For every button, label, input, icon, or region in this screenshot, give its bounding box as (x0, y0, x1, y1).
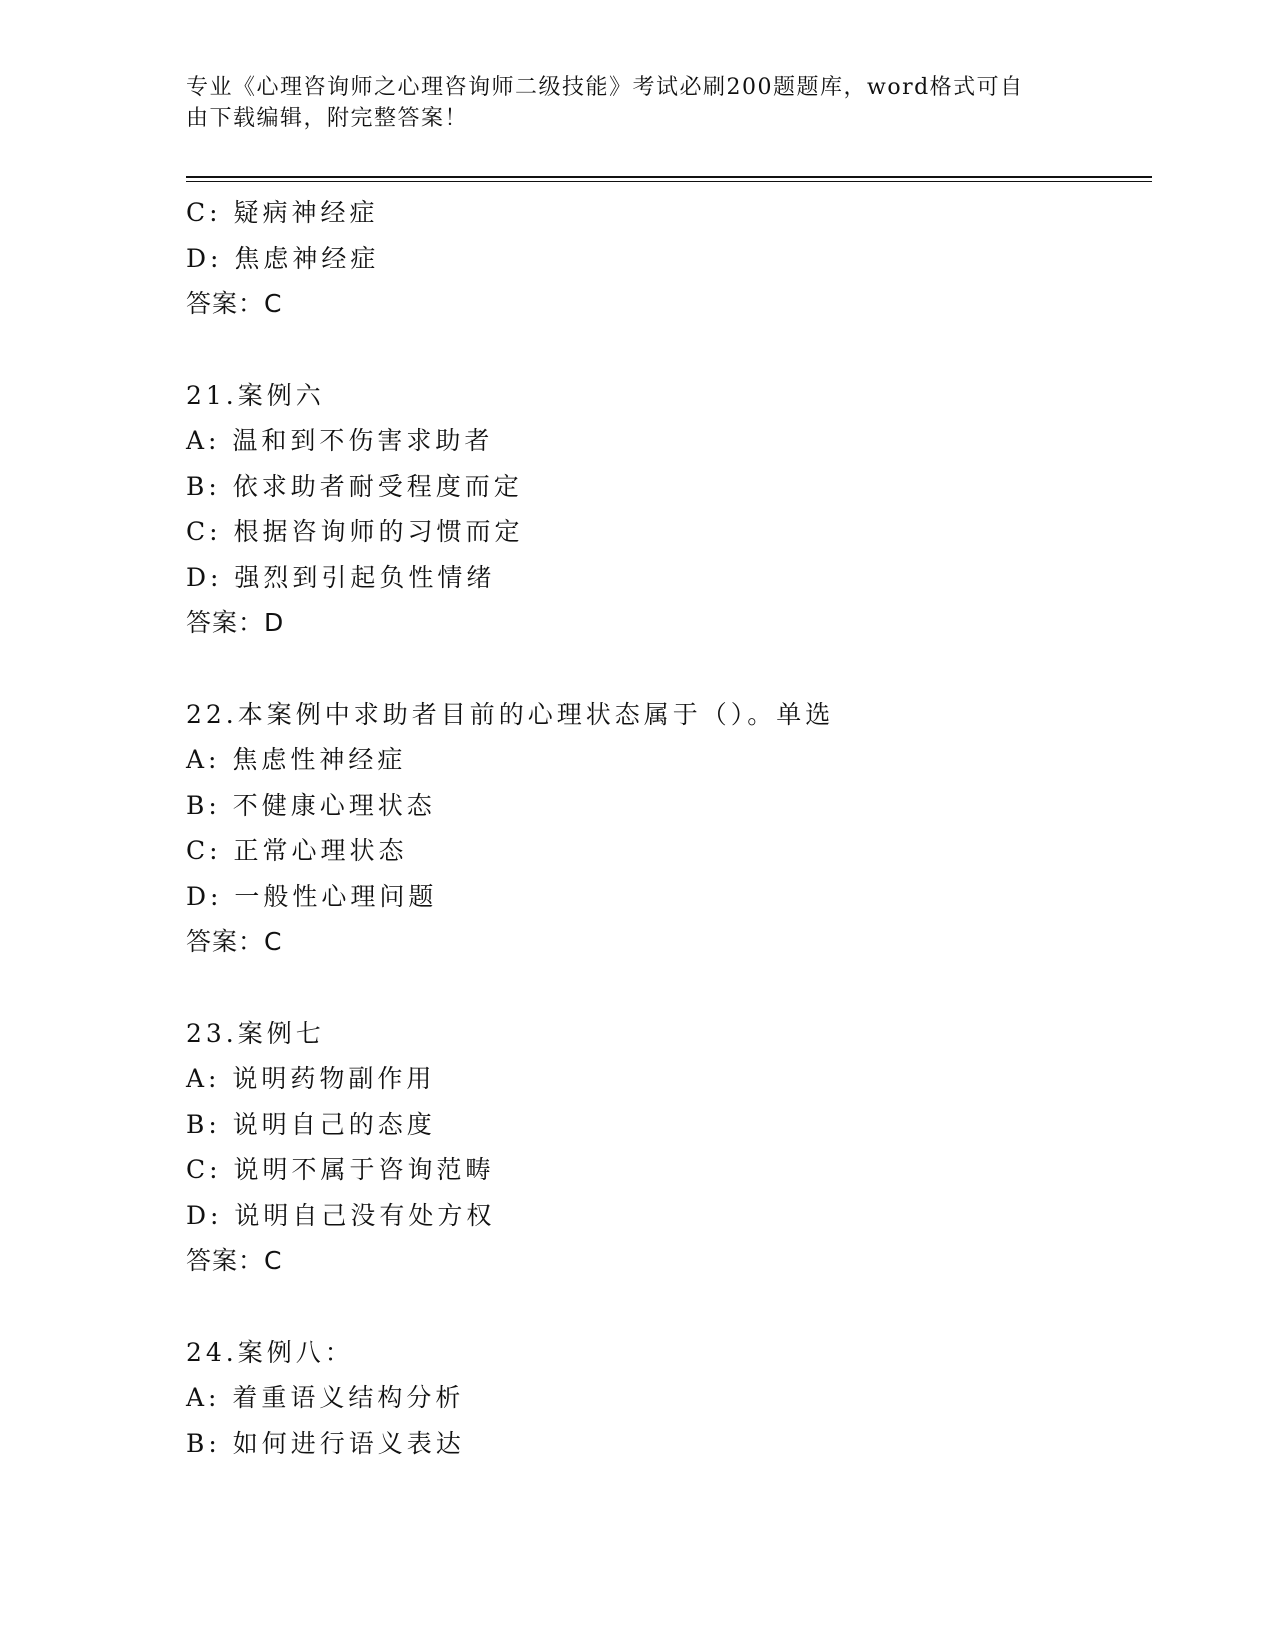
option-c: C: 根据咨询师的习惯而定 (186, 517, 524, 546)
option-b: B: 如何进行语义表达 (186, 1428, 465, 1458)
question-stem: 21.案例六 (186, 380, 325, 410)
question-stem: 23.案例七 (186, 1018, 325, 1048)
option-b: B: 说明自己的态度 (186, 1109, 436, 1139)
header-divider (186, 176, 1152, 178)
option-a: A: 说明药物副作用 (186, 1064, 436, 1093)
answer: 答案：C (186, 289, 283, 318)
option-d: D: 说明自己没有处方权 (186, 1200, 496, 1230)
option-c: C: 说明不属于咨询范畴 (186, 1155, 495, 1184)
header-line-1: 专业《心理咨询师之心理咨询师二级技能》考试必刷200题题库，word格式可自 (186, 75, 1024, 100)
option-d: D: 焦虑神经症 (186, 243, 380, 273)
question-24 (186, 1330, 1152, 1467)
option-c: C: 疑病神经症 (186, 198, 379, 227)
option-c: C: 正常心理状态 (186, 836, 408, 865)
intro-block (186, 190, 1152, 327)
option-a: A: 焦虑性神经症 (186, 745, 407, 774)
option-d: D: 一般性心理问题 (186, 881, 438, 911)
question-stem: 24.案例八： (186, 1337, 354, 1367)
option-a: A: 温和到不伤害求助者 (186, 426, 494, 455)
option-a: A: 着重语义结构分析 (186, 1383, 465, 1412)
option-d: D: 强烈到引起负性情绪 (186, 562, 496, 592)
answer: 答案：D (186, 608, 285, 637)
document-header (186, 72, 1066, 134)
question-22 (186, 692, 1152, 965)
question-stem: 22.本案例中求助者目前的心理状态属于（）。单选 (186, 699, 835, 729)
question-23 (186, 1011, 1152, 1284)
header-line-2: 由下载编辑，附完整答案！ (186, 106, 469, 131)
document-body (186, 190, 1152, 1466)
question-21 (186, 373, 1152, 646)
answer: 答案：C (186, 1246, 283, 1275)
answer: 答案：C (186, 927, 283, 956)
option-b: B: 不健康心理状态 (186, 790, 436, 820)
header-divider-thin (186, 181, 1152, 182)
option-b: B: 依求助者耐受程度而定 (186, 471, 523, 501)
